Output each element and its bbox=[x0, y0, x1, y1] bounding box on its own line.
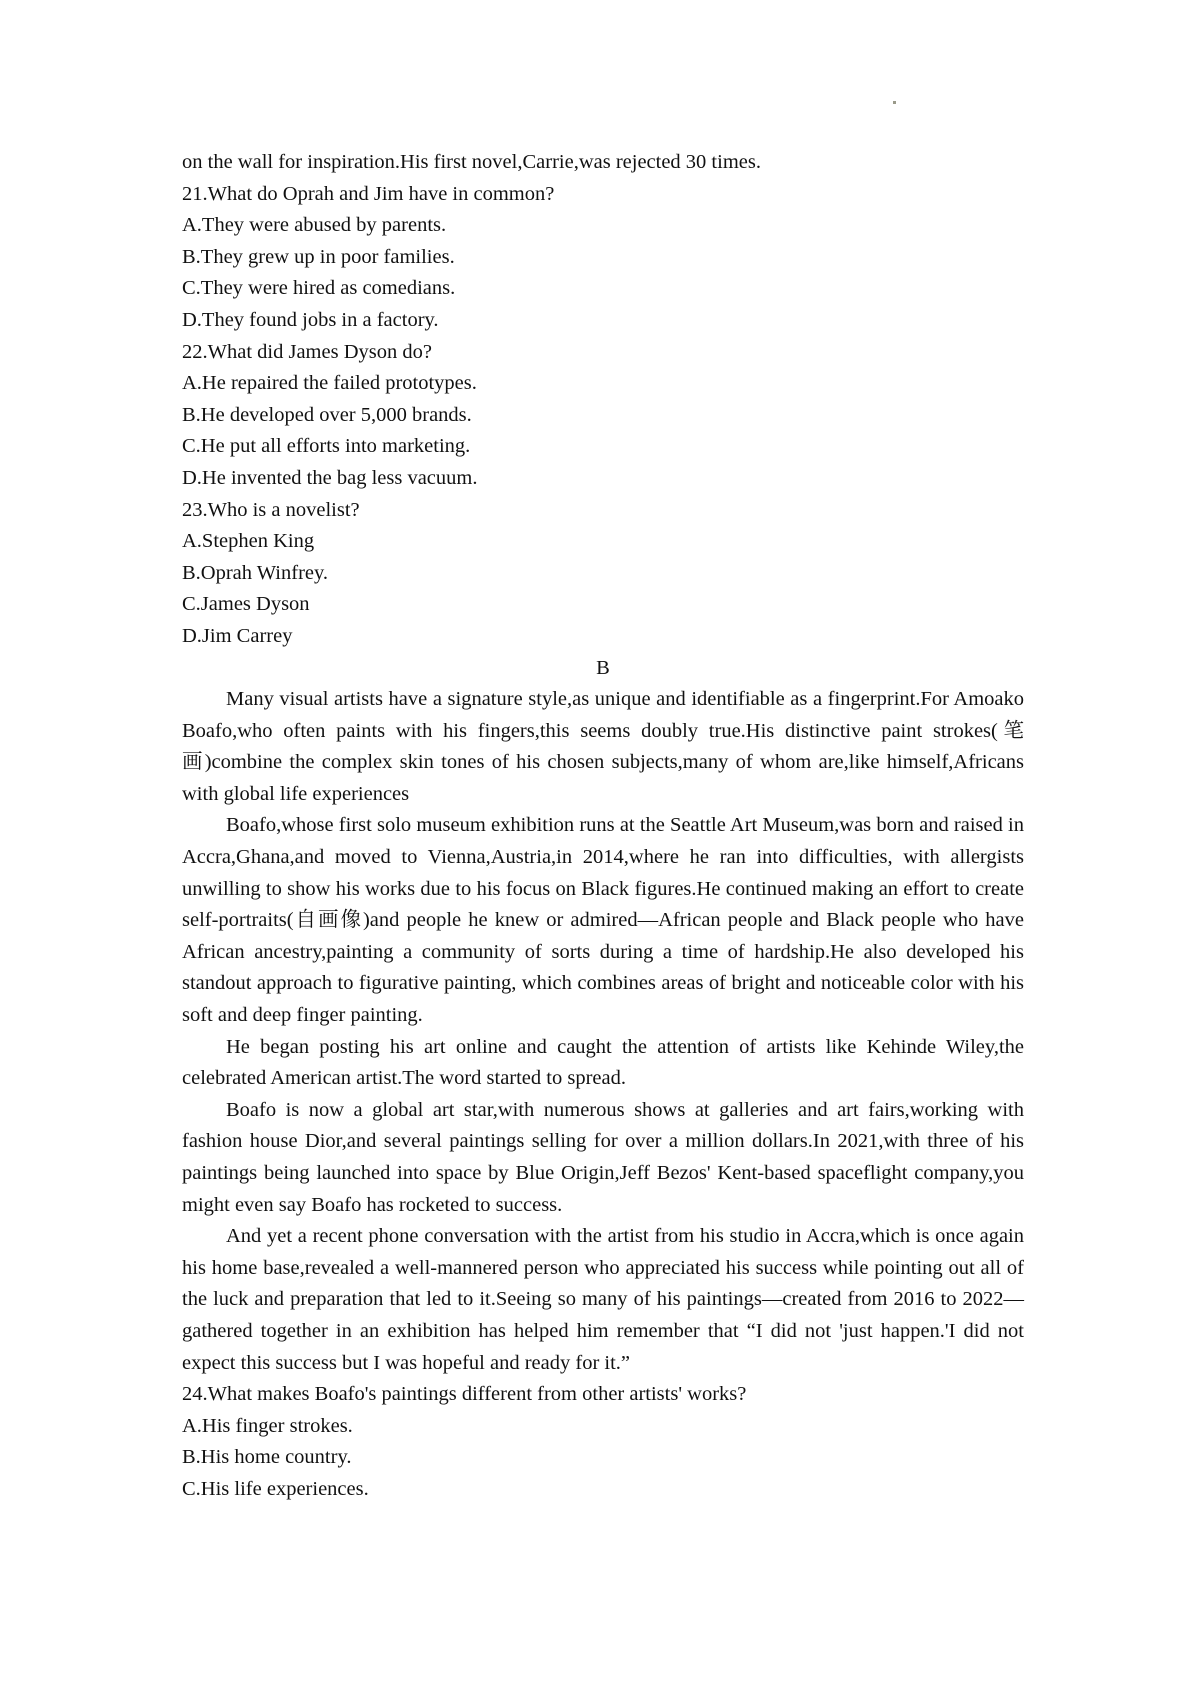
option-d: D.He invented the bag less vacuum. bbox=[182, 466, 478, 489]
passage-b bbox=[182, 684, 1024, 1379]
option-b: B.Oprah Winfrey. bbox=[182, 561, 329, 584]
option-c: C.James Dyson bbox=[182, 593, 310, 616]
question-stem: 21.What do Oprah and Jim have in common? bbox=[182, 182, 555, 205]
passage-paragraph: Many visual artists have a signature style,as unique and identifiable as a fingerprint.For Amoako Boafo,who often paints with his fingers,this seems doubly true.His distinctive paint strokes(笔画)combine the complex skin tones of his chosen subjects,many of whom are,like himself,Africans with global life experiences bbox=[182, 688, 1024, 805]
question-stem: 23.Who is a novelist? bbox=[182, 498, 360, 521]
option-d: D.Jim Carrey bbox=[182, 624, 293, 647]
passage-paragraph: Boafo is now a global art star,with numerous shows at galleries and art fairs,working with fashion house Dior,and several paintings selling for over a million dollars.In 2021,with three of his paintings being launched into space by Blue Origin,Jeff Bezos' Kent-based spaceflight company,you might even say Boafo has rocketed to success. bbox=[182, 1098, 1024, 1216]
header-mark bbox=[893, 101, 896, 104]
document-page bbox=[182, 147, 1024, 1506]
question-23 bbox=[182, 495, 1024, 653]
option-a: A.They were abused by parents. bbox=[182, 214, 447, 237]
option-b: B.His home country. bbox=[182, 1446, 352, 1469]
option-b: B.They grew up in poor families. bbox=[182, 245, 455, 268]
option-a: A.Stephen King bbox=[182, 530, 315, 553]
option-b: B.He developed over 5,000 brands. bbox=[182, 403, 472, 426]
section-heading: B bbox=[596, 656, 610, 679]
option-c: C.They were hired as comedians. bbox=[182, 277, 456, 300]
question-stem: 24.What makes Boafo's paintings different from other artists' works? bbox=[182, 1383, 747, 1406]
passage-paragraph: Boafo,whose first solo museum exhibition runs at the Seattle Art Museum,was born and raised in Accra,Ghana,and moved to Vienna,Austria,in 2014,where he ran into difficulties, with allergists unwilling to show his works due to his focus on Black figures.He continued making an effort to create self-portraits(自画像)and people he knew or admired—African people and Black people who have African ancestry,painting a community of sorts during a time of hardship.He also developed his standout approach to figurative painting, which combines areas of bright and noticeable color with his soft and deep finger painting. bbox=[182, 814, 1024, 1027]
question-22 bbox=[182, 337, 1024, 495]
option-a: A.His finger strokes. bbox=[182, 1414, 353, 1437]
option-c: C.His life experiences. bbox=[182, 1477, 369, 1500]
option-c: C.He put all efforts into marketing. bbox=[182, 435, 471, 458]
passage-paragraph: And yet a recent phone conversation with the artist from his studio in Accra,which is once again his home base,revealed a well-mannered person who appreciated his success while pointing out all of the luck and preparation that led to it.Seeing so many of his paintings—created from 2016 to 2022—gathered together in an exhibition has helped him remember that “I did not 'just happen.'I did not expect this success but I was hopeful and ready for it.” bbox=[182, 1225, 1024, 1374]
question-stem: 22.What did James Dyson do? bbox=[182, 340, 432, 363]
option-a: A.He repaired the failed prototypes. bbox=[182, 372, 477, 395]
continuation-text: on the wall for inspiration.His first novel,Carrie,was rejected 30 times. bbox=[182, 151, 761, 173]
question-21 bbox=[182, 179, 1024, 337]
question-24 bbox=[182, 1379, 1024, 1505]
passage-paragraph: He began posting his art online and caught the attention of artists like Kehinde Wiley,the celebrated American artist.The word started to spread. bbox=[182, 1035, 1024, 1090]
option-d: D.They found jobs in a factory. bbox=[182, 308, 439, 331]
